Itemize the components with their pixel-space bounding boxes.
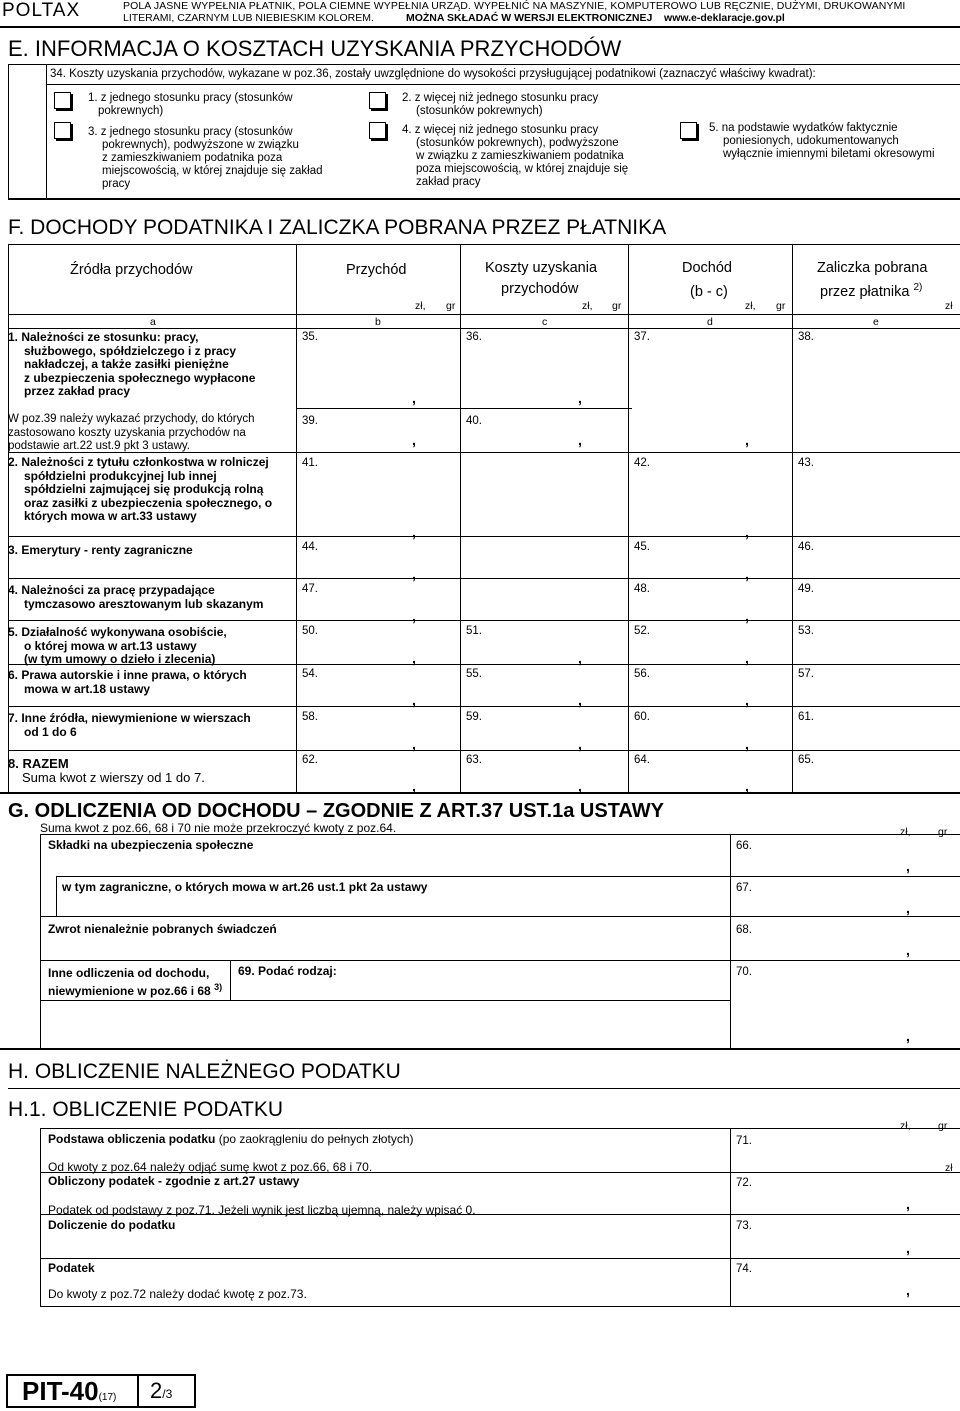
field-60[interactable]: 60. [634, 711, 650, 723]
comma-68: , [906, 942, 910, 958]
instructions-text: LITERAMI, CZARNYM LUB NIEBIESKIM KOLOREM. [123, 12, 374, 24]
comma-50: , [412, 650, 416, 666]
checkbox-option-4[interactable] [369, 122, 386, 139]
field-72-label: Obliczony podatek - zgodnie z art.27 ustawy [48, 1174, 300, 1188]
page-number: 2/3 [150, 1378, 173, 1403]
col-header-costs-1: Koszty uzyskania [485, 260, 598, 276]
unit-zl-e: zł [945, 300, 953, 312]
form-name: PIT-40(17) [22, 1376, 117, 1406]
option-3-label: 3. z jednego stosunku pracy (stosunków pokrewnych), podwyższone w związku z zamieszkiwaniem podatnika poza miejscowością, w której znajduje się zakład pracy [88, 126, 323, 190]
col-letter-a: a [150, 316, 156, 328]
comma-63: , [578, 778, 582, 794]
option-5-label: 5. na podstawie wydatków faktycznie poniesionych, udokumentowanych wyłącznie imiennymi biletami okresowymi [709, 122, 935, 160]
field-43[interactable]: 43. [798, 457, 814, 469]
field-38[interactable]: 38. [798, 331, 814, 343]
col-header-advance-1: Zaliczka pobrana [817, 260, 928, 276]
unit-gr-g: gr [938, 826, 948, 838]
unit-gr-h: gr [938, 1120, 948, 1132]
instructions-line-2 [123, 12, 785, 24]
field-51[interactable]: 51. [466, 625, 482, 637]
field-73-label: Doliczenie do podatku [48, 1218, 176, 1232]
unit-zl-b: zł, [415, 300, 426, 312]
comma-66: , [906, 858, 910, 874]
col-letter-e: e [873, 316, 879, 328]
field-other-label: Inne odliczenia od dochodu, niewymienione w poz.66 i 68 $^{3)}$ [48, 966, 223, 998]
field-45[interactable]: 45. [634, 541, 650, 553]
field-56[interactable]: 56. [634, 668, 650, 680]
field-55[interactable]: 55. [466, 668, 482, 680]
row-8-label: 8. RAZEM Suma kwot z wierszy od 1 do 7. [8, 756, 205, 785]
comma-60: , [745, 736, 749, 752]
col-header-income-1: Dochód [682, 260, 732, 276]
row-1-label: 1. Należności ze stosunku: pracy, służbowego, spółdzielczego i z pracy nakładczej, a także zasiłki pieniężne z ubezpieczenia społecznego wypłacone przez zakład pracy [8, 330, 256, 398]
field-47[interactable]: 47. [302, 583, 318, 595]
comma-59: , [578, 736, 582, 752]
checkbox-option-2[interactable] [369, 92, 386, 109]
comma-40: , [578, 432, 582, 448]
section-e-title: E. INFORMACJA O KOSZTACH UZYSKANIA PRZYCHODÓW [8, 36, 622, 61]
field-49[interactable]: 49. [798, 583, 814, 595]
field-44[interactable]: 44. [302, 541, 318, 553]
website-link[interactable]: www.e-deklaracje.gov.pl [664, 12, 785, 24]
section-h-title: H. OBLICZENIE NALEŻNEGO PODATKU [8, 1060, 401, 1083]
comma-45: , [745, 566, 749, 582]
field-67-label: w tym zagraniczne, o których mowa w art.26 ust.1 pkt 2a ustawy [62, 880, 428, 894]
section-h1-title: H.1. OBLICZENIE PODATKU [8, 1098, 283, 1121]
checkbox-option-1[interactable] [54, 92, 71, 109]
field-68-label: Zwrot nienależnie pobranych świadczeń [48, 922, 277, 936]
comma-73: , [906, 1240, 910, 1256]
field-71-label: Podstawa obliczenia podatku (po zaokrągleniu do pełnych złotych) [48, 1132, 414, 1146]
comma-62: , [412, 778, 416, 794]
field-57[interactable]: 57. [798, 668, 814, 680]
unit-zl-71: zł [945, 1162, 953, 1174]
field-73[interactable]: 73. [736, 1220, 752, 1232]
comma-55: , [578, 692, 582, 708]
field-70[interactable]: 70. [736, 966, 752, 978]
field-48[interactable]: 48. [634, 583, 650, 595]
comma-47: , [412, 608, 416, 624]
col-header-sources: Źródła przychodów [70, 262, 193, 278]
field-40[interactable]: 40. [466, 415, 482, 427]
comma-44: , [412, 566, 416, 582]
field-35[interactable]: 35. [302, 331, 318, 343]
field-41[interactable]: 41. [302, 457, 318, 469]
section-g-note: Suma kwot z poz.66, 68 i 70 nie może przekroczyć kwoty z poz.64. [40, 821, 397, 835]
unit-zl-h: zł, [900, 1120, 911, 1132]
comma-48: , [745, 608, 749, 624]
field-72[interactable]: 72. [736, 1177, 752, 1189]
comma-67: , [906, 900, 910, 916]
checkbox-option-3[interactable] [54, 122, 71, 139]
field-53[interactable]: 53. [798, 625, 814, 637]
comma-41: , [412, 524, 416, 540]
field-52[interactable]: 52. [634, 625, 650, 637]
comma-42: , [745, 524, 749, 540]
unit-gr-b: gr [446, 300, 456, 312]
comma-39: , [412, 432, 416, 448]
unit-gr-c: gr [612, 300, 622, 312]
comma-56: , [745, 692, 749, 708]
unit-gr-d: gr [776, 300, 786, 312]
comma-74: , [906, 1282, 910, 1298]
field-59[interactable]: 59. [466, 711, 482, 723]
option-4-label: 4. z więcej niż jednego stosunku pracy (stosunków pokrewnych), podwyższone w związku z zamieszkiwaniem podatnika poza miejscowością, w której znajduje się zakład pracy [402, 124, 629, 188]
row-5-label: 5. Działalność wykonywana osobiście, o której mowa w art.13 ustawy (w tym umowy o dzieło i zlecenia) [8, 625, 227, 666]
field-42[interactable]: 42. [634, 457, 650, 469]
field-36[interactable]: 36. [466, 331, 482, 343]
option-2-label: 2. z więcej niż jednego stosunku pracy (stosunków pokrewnych) [402, 92, 599, 117]
field-74-note: Do kwoty z poz.72 należy dodać kwotę z poz.73. [48, 1287, 307, 1301]
comma-64: , [745, 778, 749, 794]
field-67[interactable]: 67. [736, 882, 752, 894]
field-50[interactable]: 50. [302, 625, 318, 637]
unit-zl-c: zł, [582, 300, 593, 312]
row-2-label: 2. Należności z tytułu członkostwa w rolniczej spółdzielni produkcyjnej lub innej spółdzielni zajmującej się produkcją rolną oraz zasiłki z ubezpieczenia społecznego, o których mowa w art.33 ustawy [8, 455, 273, 523]
field-39[interactable]: 39. [302, 415, 318, 427]
field-65[interactable]: 65. [798, 754, 814, 766]
comma-54: , [412, 692, 416, 708]
poltax-logo: POLTAX [2, 0, 81, 21]
row-1b-label: W poz.39 należy wykazać przychody, do których zastosowano koszty uzyskania przychodów na podstawie art.22 ust.9 pkt 3 ustawy. [8, 413, 255, 452]
field-71[interactable]: 71. [736, 1135, 752, 1147]
col-header-revenue: Przychód [346, 262, 407, 278]
unit-zl-g: zł, [900, 826, 911, 838]
section-f-title: F. DOCHODY PODATNIKA I ZALICZKA POBRANA PRZEZ PŁATNIKA [8, 216, 667, 239]
col-letter-d: d [707, 316, 713, 328]
col-header-advance-2: przez płatnika $^{2)}$ [820, 282, 923, 300]
section-g-title: G. ODLICZENIA OD DOCHODU – ZGODNIE Z ART.37 UST.1a USTAWY [8, 800, 664, 822]
field-74-label: Podatek [48, 1261, 95, 1275]
row-7-label: 7. Inne źródła, niewymienione w wierszach od 1 do 6 [8, 711, 251, 739]
comma-70: , [906, 1028, 910, 1044]
comma-58: , [412, 736, 416, 752]
col-header-income-2: (b - c) [690, 284, 728, 300]
electronic-note: MOŻNA SKŁADAĆ W WERSJI ELEKTRONICZNEJ [405, 12, 653, 24]
field-66[interactable]: 66. [736, 840, 752, 852]
field-72-note: Podatek od podstawy z poz.71. Jeżeli wynik jest liczbą ujemną, należy wpisać 0. [48, 1203, 476, 1217]
field-63[interactable]: 63. [466, 754, 482, 766]
row-3-label: 3. Emerytury - renty zagraniczne [8, 543, 193, 557]
col-header-costs-2: przychodów [501, 281, 579, 297]
field-58[interactable]: 58. [302, 711, 318, 723]
field-64[interactable]: 64. [634, 754, 650, 766]
field-54[interactable]: 54. [302, 668, 318, 680]
col-letter-b: b [375, 316, 381, 328]
field-74[interactable]: 74. [736, 1263, 752, 1275]
comma-72: , [906, 1196, 910, 1212]
field-71-note: Od kwoty z poz.64 należy odjąć sumę kwot z poz.66, 68 i 70. [48, 1160, 373, 1174]
field-62[interactable]: 62. [302, 754, 318, 766]
field-69-label[interactable]: 69. Podać rodzaj: [238, 964, 337, 978]
col-letter-c: c [542, 316, 548, 328]
option-1-label: 1. z jednego stosunku pracy (stosunków pokrewnych) [88, 92, 293, 117]
comma-37: , [745, 432, 749, 448]
row-6-label: 6. Prawa autorskie i inne prawa, o których mowa w art.18 ustawy [8, 668, 247, 696]
instructions-line-1: POLA JASNE WYPEŁNIA PŁATNIK, POLA CIEMNE WYPEŁNIA URZĄD. WYPEŁNIĆ NA MASZYNIE, KOMPUTEROWO LUB RĘCZNIE, DUŻYMI, DRUKOWANYMI [123, 0, 906, 12]
comma-35: , [412, 390, 416, 406]
field-37[interactable]: 37. [634, 331, 650, 343]
comma-52: , [745, 650, 749, 666]
field-46[interactable]: 46. [798, 541, 814, 553]
field-61[interactable]: 61. [798, 711, 814, 723]
question-34: 34. Koszty uzyskania przychodów, wykazane w poz.36, zostały uwzględnione do wysokości przysługującej podatnikowi (zaznaczyć właściwy kwadrat): [50, 68, 816, 80]
unit-zl-d: zł, [745, 300, 756, 312]
comma-36: , [578, 390, 582, 406]
field-66-label: Składki na ubezpieczenia społeczne [48, 838, 254, 852]
comma-51: , [578, 650, 582, 666]
row-4-label: 4. Należności za pracę przypadające tymczasowo aresztowanym lub skazanym [8, 583, 264, 611]
checkbox-option-5[interactable] [680, 122, 697, 139]
field-68[interactable]: 68. [736, 924, 752, 936]
